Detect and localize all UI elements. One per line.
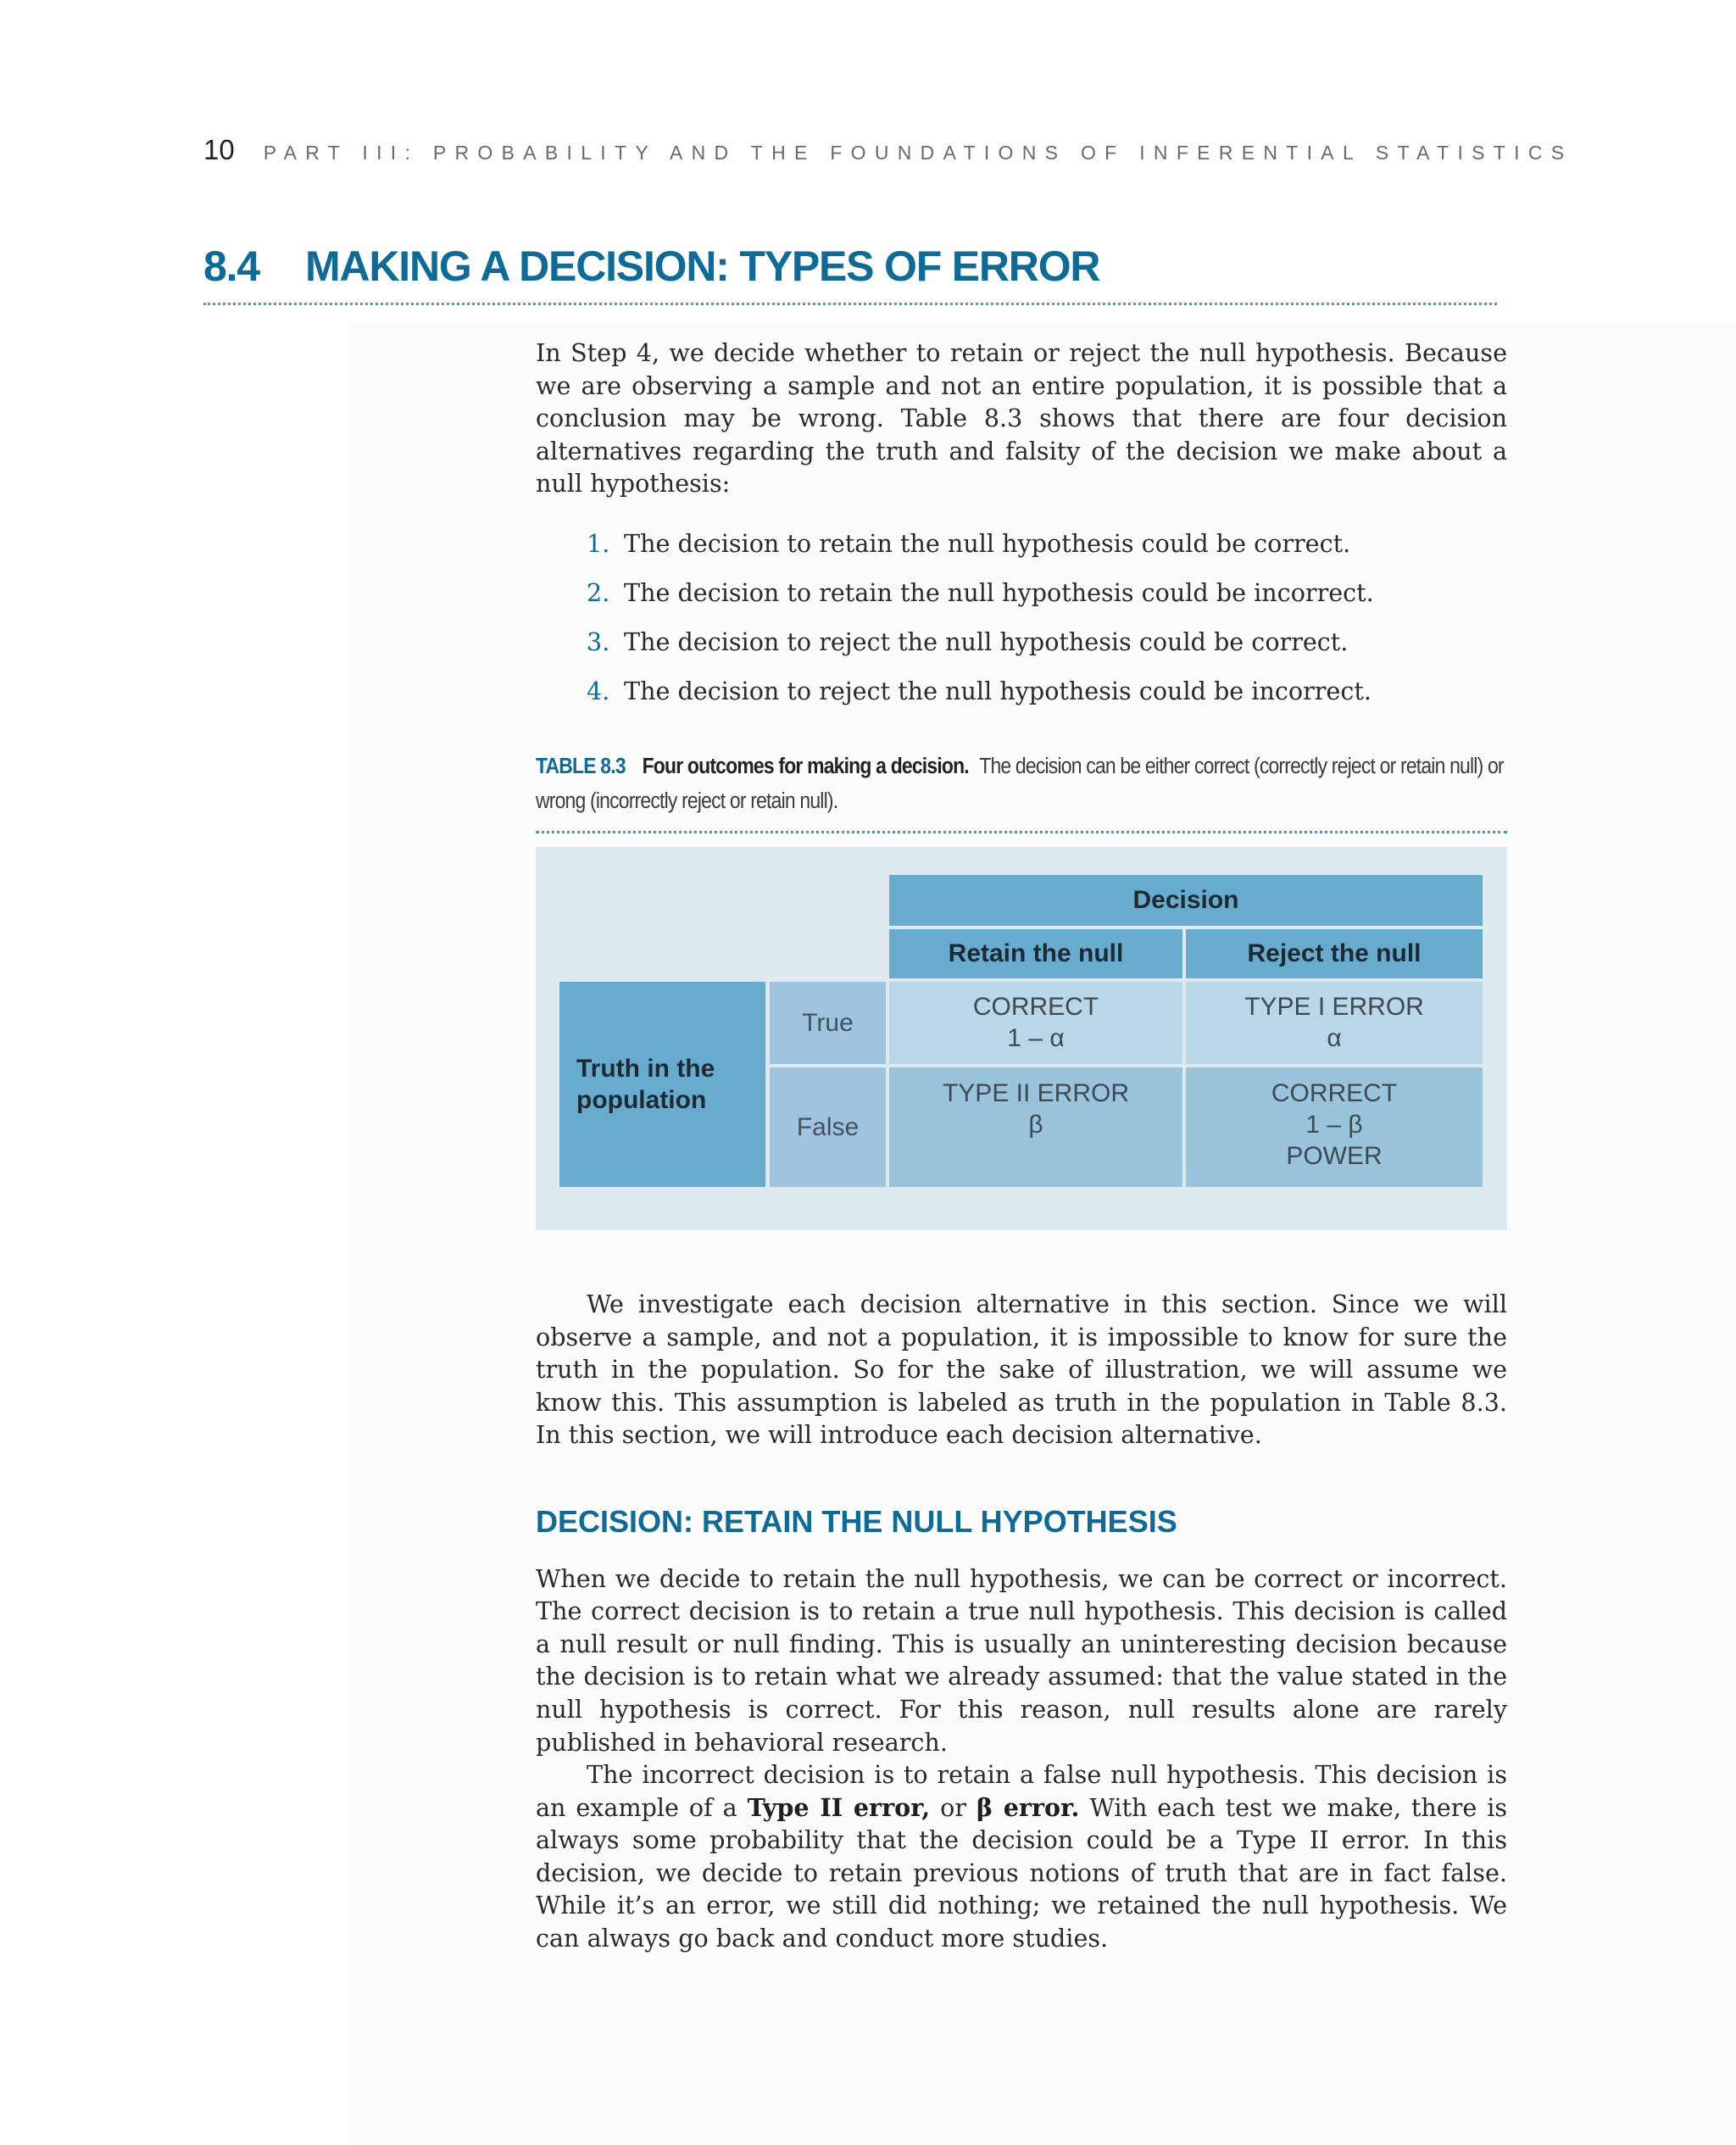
cell-false-reject	[1186, 1067, 1483, 1187]
term-type-ii-error: Type II error,	[747, 1792, 931, 1822]
paragraph-4-text: The incorrect decision is to retain a false null hypothesis. This decision is an example of a	[536, 1760, 1507, 1822]
row-true-label: True	[802, 1008, 854, 1037]
col-header-reject	[1186, 929, 1483, 978]
caption-divider	[536, 831, 1507, 833]
list-number: 4.	[587, 676, 610, 705]
cell-outcome: TYPE II ERROR	[942, 1078, 1130, 1107]
table-caption-text: The decision can be either correct (correctly reject or retain null) or wrong (incorrectly reject or retain null).	[536, 754, 1504, 813]
spacer	[536, 1230, 1507, 1288]
decision-table	[536, 847, 1507, 1230]
row-label-false	[770, 1067, 886, 1187]
row-label-true	[770, 982, 886, 1064]
col-header-retain	[889, 929, 1182, 978]
list-text: The decision to reject the null hypothesis could be correct.	[624, 627, 1349, 656]
list-item	[536, 577, 1507, 626]
section-title: MAKING A DECISION: TYPES OF ERROR	[305, 242, 1100, 290]
list-item	[536, 675, 1507, 724]
decision-header	[889, 875, 1483, 926]
cell-true-retain	[889, 982, 1182, 1064]
decision-header-label: Decision	[1132, 886, 1239, 915]
section-heading	[203, 242, 1497, 305]
row-false-label: False	[796, 1112, 860, 1141]
paragraph-3: When we decide to retain the null hypothesis, we can be correct or incorrect. The correct decision is to retain a true null hypothesis. This decision is called a null result or null finding. This is usually an uninteresting decision because the decision is to retain what we already assumed: that the value stated in the null hypothesis is correct. For this reason, null results alone are rarely published in behavioral research.	[536, 1563, 1507, 1757]
list-text: The decision to reject the null hypothesis could be incorrect.	[624, 676, 1372, 705]
cell-probability: 1 – β	[1305, 1110, 1363, 1139]
table-title: Four outcomes for making a decision.	[642, 754, 969, 778]
paragraph-4	[536, 1758, 1507, 1955]
list-number: 2.	[587, 577, 610, 607]
cell-false-retain	[889, 1067, 1182, 1187]
term-beta-error: β error.	[976, 1792, 1080, 1822]
main-content	[536, 337, 1507, 1955]
col-reject-label: Reject the null	[1247, 939, 1422, 968]
cell-outcome: TYPE I ERROR	[1244, 993, 1424, 1022]
table-label: TABLE 8.3	[536, 754, 626, 778]
paragraph-4-text: or	[930, 1792, 976, 1822]
cell-true-reject	[1186, 982, 1483, 1064]
cell-probability: 1 – α	[1007, 1024, 1065, 1053]
page-number: 10	[203, 134, 235, 165]
table-caption	[536, 749, 1507, 819]
running-head	[203, 134, 1572, 166]
list-item	[536, 626, 1507, 675]
intro-paragraph: In Step 4, we decide whether to retain or reject the null hypothesis. Because we are observing a sample and not an entire population, it is possible that a conclusion may be wrong. Table 8.3 shows that there are four decision alternatives regarding the truth and falsity of the decision we make about a null hypothesis:	[536, 338, 1507, 499]
row-header-label: Truth in the population	[576, 1054, 715, 1114]
list-item	[536, 527, 1507, 577]
list-text: The decision to retain the null hypothesis could be incorrect.	[624, 577, 1374, 607]
alternatives-list	[536, 527, 1507, 724]
row-header-truth	[559, 982, 765, 1187]
section-number: 8.4	[203, 242, 259, 290]
part-title: PART III: PROBABILITY AND THE FOUNDATIONS OF INFERENTIAL STATISTICS	[263, 142, 1573, 164]
list-number: 1.	[587, 528, 610, 558]
col-retain-label: Retain the null	[948, 939, 1124, 968]
cell-power: POWER	[1286, 1141, 1383, 1170]
subsection-heading: DECISION: RETAIN THE NULL HYPOTHESIS	[536, 1503, 1177, 1539]
cell-probability: β	[1028, 1110, 1043, 1139]
cell-outcome: CORRECT	[972, 993, 1099, 1022]
paragraph-2: We investigate each decision alternative in this section. Since we will observe a sample, and not a population, it is impossible to know for sure the truth in the population. So for the sake of illustration, we will assume we know this. This assumption is labeled as truth in the population in Table 8.3. In this section, we will introduce each decision alternative.	[536, 1289, 1507, 1450]
list-number: 3.	[587, 627, 610, 656]
paragraph-4-text: With each test we make, there is always some probability that the decision could be a Type II error. In this decision, we decide to retain previous notions of truth that are in fact false. While it’s an error, we still did nothing; we retained the null hypothesis. We can always go back and conduct more studies.	[536, 1792, 1508, 1953]
cell-probability: α	[1327, 1024, 1342, 1053]
list-text: The decision to retain the null hypothesis could be correct.	[624, 528, 1351, 558]
cell-outcome: CORRECT	[1271, 1078, 1398, 1107]
